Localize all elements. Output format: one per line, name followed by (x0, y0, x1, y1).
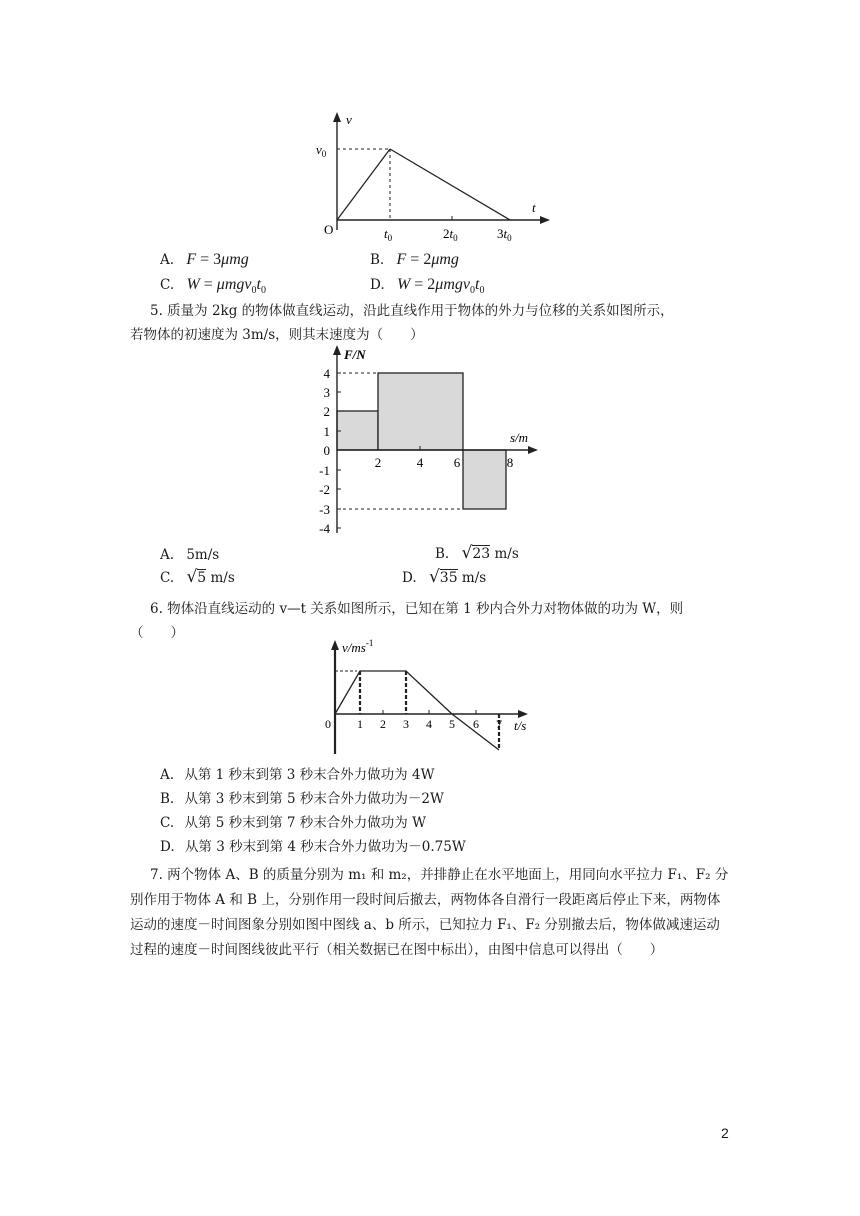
q4-vt-graph (300, 108, 560, 246)
q4-t0-label: $t_0$ (384, 226, 393, 243)
q6-line-2: （ ） (130, 625, 184, 641)
q4-option-c[interactable]: C. $W = \mu mgv_0t_0$ (160, 276, 266, 297)
q5-ytick: -1 (319, 463, 330, 478)
q5-xtick: 8 (506, 455, 514, 470)
q5-xtick: 6 (453, 455, 461, 470)
q6-option-b[interactable] (160, 790, 444, 808)
q5-area-0-2 (337, 411, 378, 450)
q6-xtick: 4 (426, 717, 432, 731)
q6-xtick: 1 (357, 717, 363, 731)
q6-option-c[interactable] (160, 814, 426, 832)
radicand: 35 (439, 570, 458, 586)
option-letter: C. (160, 570, 175, 586)
q6-y-axis-label: $v/ms^{-1}$ (342, 638, 374, 655)
q5-line-1: 5. 质量为 2kg 的物体做直线运动，沿此直线作用于物体的外力与位移的关系如图所示， (150, 303, 674, 319)
sqrt-symbol: √ (428, 567, 440, 587)
q4-option-d[interactable]: D. $W = 2\mu mgv_0t_0$ (370, 276, 485, 297)
option-letter: B. (435, 546, 450, 562)
q5-area-6-8 (463, 450, 506, 509)
q4-3t0-label: $3t_0$ (497, 226, 512, 243)
q4-v0-label: $v_0$ (316, 142, 327, 159)
option-letter: D. (370, 277, 385, 293)
option-letter: A. (160, 767, 175, 783)
q5-ytick: 0 (323, 443, 330, 458)
q6-origin-label: 0 (325, 717, 331, 731)
unit: m/s (494, 546, 519, 562)
q4-2t0-label: $2t_0$ (443, 226, 458, 243)
unit: m/s (461, 570, 487, 586)
option-letter: B. (160, 791, 175, 807)
q6-vt-graph (320, 636, 540, 758)
q4-accel-line (337, 149, 390, 220)
radicand: 23 (472, 546, 491, 562)
q5-y-axis-label: F/N (344, 347, 366, 362)
q6-option-a[interactable] (160, 766, 434, 784)
q5-line-2: 若物体的初速度为 3m/s，则其末速度为（ ） (130, 327, 424, 343)
q5-ytick: 2 (323, 404, 330, 419)
q6-xtick: 2 (380, 717, 386, 731)
option-text: 从第 1 秒末到第 3 秒末合外力做功为 4W (184, 767, 435, 783)
q5-xtick: 4 (416, 455, 424, 470)
q5-ytick: 3 (323, 385, 330, 400)
q4-x-axis-label: t (532, 200, 536, 215)
option-letter: D. (402, 570, 417, 586)
q6-x-axis-label: t/s (514, 718, 527, 733)
sqrt-symbol: √ (461, 543, 473, 563)
option-letter: A. (160, 252, 175, 268)
q5-xtick: 2 (374, 455, 382, 470)
q5-area-2-6 (378, 373, 463, 450)
option-letter: A. (160, 547, 175, 563)
option-text: 5m/s (186, 547, 220, 563)
q5-ytick: 4 (323, 366, 330, 381)
radicand: 5 (197, 570, 207, 586)
sqrt-symbol: √ (186, 567, 198, 587)
q6-xtick: 6 (473, 717, 479, 731)
q5-x-axis-label: s/m (510, 430, 529, 445)
option-text: 从第 5 秒末到第 7 秒末合外力做功为 W (184, 815, 426, 831)
option-text: 从第 3 秒末到第 5 秒末合外力做功为－2W (184, 791, 444, 807)
q5-option-b[interactable] (435, 544, 519, 563)
page-number: 2 (721, 1125, 729, 1141)
q6-xtick: 7 (496, 717, 502, 731)
option-letter: C. (160, 277, 175, 293)
q4-y-axis-label: v (346, 112, 352, 127)
q5-ytick: -3 (319, 502, 330, 517)
q6-line-1: 6. 物体沿直线运动的 v—t 关系如图所示，已知在第 1 秒内合外力对物体做的功为 W，则 (150, 601, 684, 617)
q6-xtick: 3 (403, 717, 409, 731)
option-letter: C. (160, 815, 175, 831)
q5-option-c[interactable] (160, 568, 235, 587)
option-letter: B. (370, 252, 385, 268)
q5-force-displacement-graph (300, 343, 550, 540)
q5-ytick: -4 (319, 521, 330, 536)
q5-option-a[interactable] (160, 546, 219, 564)
option-letter: D. (160, 839, 175, 855)
q5-ytick: -2 (319, 482, 330, 497)
q4-decel-line (390, 149, 510, 220)
q6-xtick: 5 (449, 717, 455, 731)
q4-option-a[interactable]: A. F = 3μmg (160, 251, 249, 268)
q7-text: 7. 两个物体 A、B 的质量分别为 m₁ 和 m₂，并排静止在水平地面上，用同向水平拉力 F₁、F₂ 分别作用于物体 A 和 B 上，分别作用一段时间后撤去，两物体各自滑行一段距离后停止下来，两物体运动的速度－时间图象分别如图中图线 a、b 所示，已知拉力 F₁、F₂ 分别撤去后，物体做减速运动过程的速度－时间图线彼此平行（相关数据已在图中标出），由图中信息可以得出（ ） (130, 867, 729, 958)
q5-option-d[interactable] (402, 568, 486, 587)
q5-ytick: 1 (323, 424, 330, 439)
q4-origin-label: O (324, 222, 334, 237)
q6-option-d[interactable] (160, 838, 466, 856)
unit: m/s (210, 570, 235, 586)
option-text: 从第 3 秒末到第 4 秒末合外力做功为－0.75W (184, 839, 466, 855)
q4-option-b[interactable]: B. F = 2μmg (370, 251, 459, 268)
